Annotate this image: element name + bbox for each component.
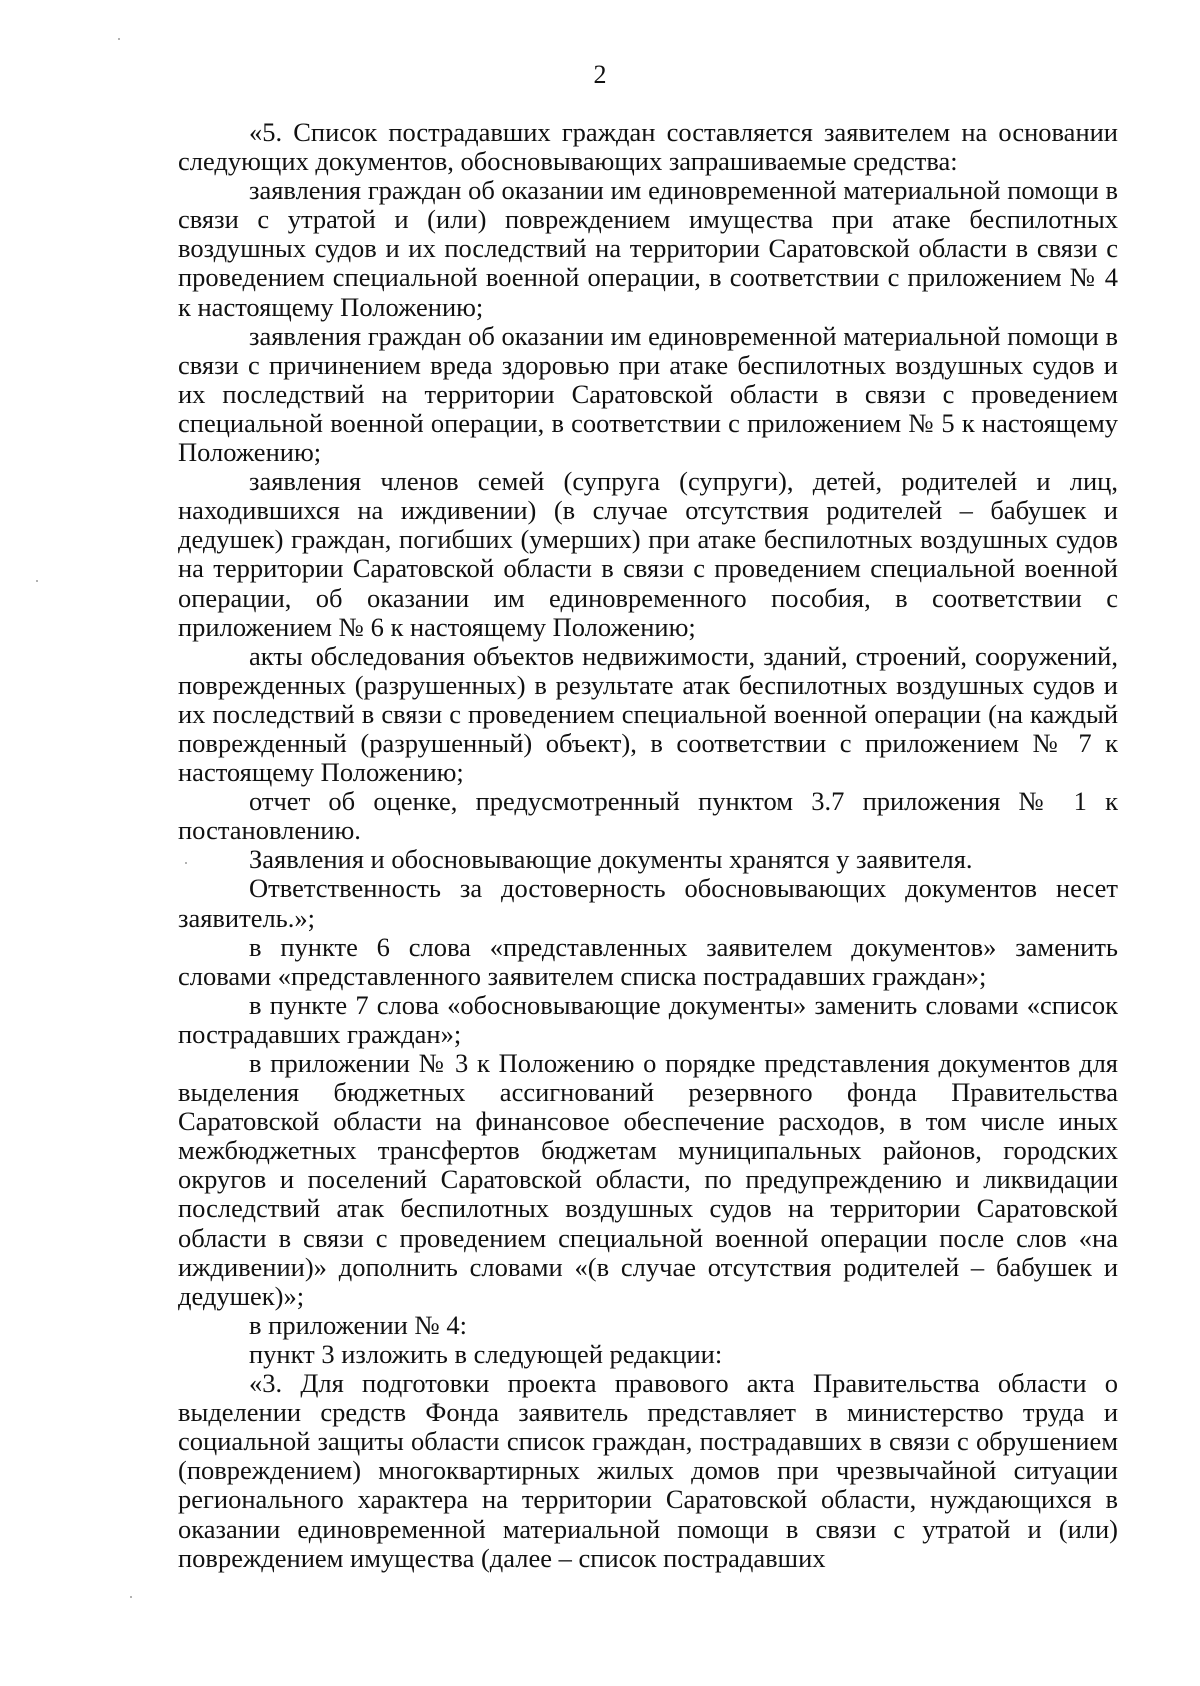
scan-speck (130, 1596, 132, 1598)
paragraph-item-7-amendment: в пункте 7 слова «обосновывающие документы» заменить словами «список пострадавших граждан»; (178, 989, 1118, 1049)
page-number: 2 (593, 60, 607, 89)
scan-speck (185, 862, 187, 864)
paragraph-appendix-4-heading: в приложении № 4: (249, 1309, 467, 1340)
scan-speck (36, 580, 38, 582)
paragraph-storage: Заявления и обосновывающие документы хранятся у заявителя. (249, 844, 973, 875)
document-body (178, 118, 1118, 1573)
paragraph-appendix-5-statements: заявления граждан об оказании им единовременной материальной помощи в связи с причинением вреда здоровью при атаке беспилотных воздушных судов и их последствий на территории Саратовской области в связи с проведением специальной военной операции, в соответствии с приложением № 5 к настоящему Положению; (178, 320, 1118, 468)
paragraph-item-5-list: «5. Список пострадавших граждан составляется заявителем на основании следующих документов, обосновывающих запрашиваемые средства: (178, 117, 1118, 177)
paragraph-valuation-report: отчет об оценке, предусмотренный пунктом 3.7 приложения № 1 к постановлению. (178, 786, 1118, 846)
paragraph-inspection-acts: акты обследования объектов недвижимости, зданий, строений, сооружений, поврежденных (разрушенных) в результате атак беспилотных воздушных судов и их последствий в связи с проведением специальной военной операции (на каждый поврежденный (разрушенный) объект), в соответствии с приложением № 7 к настоящему Положению; (178, 640, 1118, 788)
paragraph-item-3-restatement: пункт 3 изложить в следующей редакции: (249, 1338, 723, 1369)
paragraph-appendix-4-statements: заявления граждан об оказании им единовременной материальной помощи в связи с утратой и (или) повреждением имущества при атаке беспилотных воздушных судов и их последствий на территории Саратовской области в связи с проведением специальной военной операции, в соответствии с приложением № 4 к настоящему Положению; (178, 175, 1118, 322)
scan-speck (118, 38, 120, 40)
paragraph-appendix-3-amendment: в приложении № 3 к Положению о порядке представления документов для выделения бюджетных ассигнований резервного фонда Правительства Саратовской области на финансовое обеспечение расходов, в том числе иных межбюджетных трансфертов бюджетам муниципальных районов, городских округов и поселений Саратовской области, по предупреждению и ликвидации последствий атак беспилотных воздушных судов на территории Саратовской области в связи с проведением специальной военной операции после слов «на иждивении)» дополнить словами «(в случае отсутствия родителей – бабушек и дедушек)»; (178, 1048, 1118, 1311)
paragraph-appendix-6-statements: заявления членов семей (супруга (супруги), детей, родителей и лиц, находившихся на иждивении) (в случае отсутствия родителей – бабушек и дедушек) граждан, погибших (умерших) при атаке беспилотных воздушных судов на территории Саратовской области в связи с проведением специальной военной операции, об оказании им единовременного пособия, в соответствии с приложением № 6 к настоящему Положению; (178, 466, 1118, 642)
paragraph-item-3-text: «3. Для подготовки проекта правового акта Правительства области о выделении средств Фонда заявитель представляет в министерство труда и социальной защиты области список граждан, пострадавших в связи с обрушением (повреждением) многоквартирных жилых домов при чрезвычайной ситуации регионального характера на территории Саратовской области, нуждающихся в оказании единовременной материальной помощи в связи с утратой и (или) повреждением имущества (далее – список пострадавших (178, 1368, 1118, 1573)
paragraph-item-6-amendment: в пункте 6 слова «представленных заявителем документов» заменить словами «представленного заявителем списка пострадавших граждан»; (178, 931, 1118, 991)
paragraph-responsibility: Ответственность за достоверность обосновывающих документов несет заявитель.»; (178, 873, 1118, 933)
